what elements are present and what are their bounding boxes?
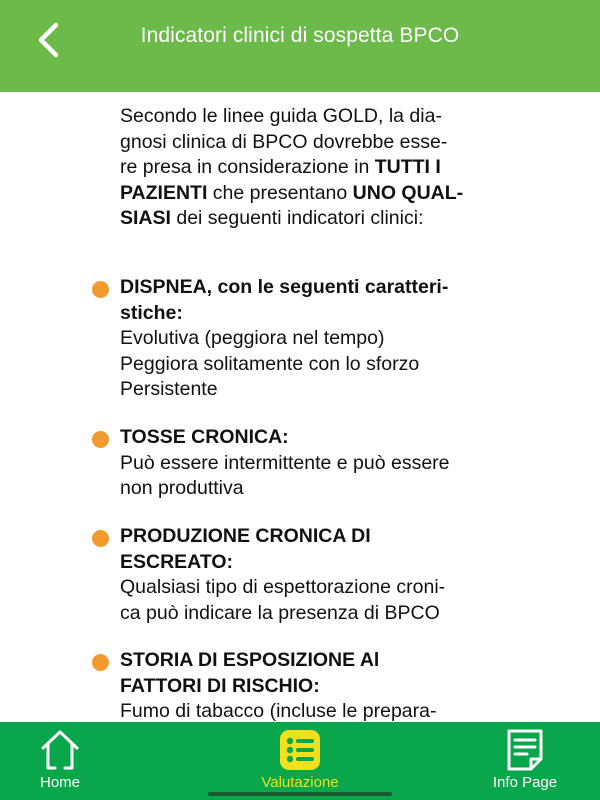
indicator-title (120, 524, 512, 575)
title-line: DISPNEA, con le seguenti caratteri- (120, 276, 449, 298)
indicator-line: Qualsiasi tipo di espettorazione croni- (120, 576, 446, 598)
content-area[interactable] (0, 92, 600, 722)
intro-line (120, 155, 480, 181)
indicator-title (120, 648, 512, 699)
intro-line (120, 181, 480, 207)
header-bar (0, 0, 600, 92)
indicator-line: Evolutiva (peggiora nel tempo) (120, 327, 385, 349)
indicator-line: non produttiva (120, 477, 244, 499)
indicator-item-tosse (92, 425, 512, 502)
list-icon (278, 728, 322, 772)
intro-emphasis: UNO QUAL- (352, 181, 464, 204)
tab-bar (0, 722, 600, 800)
title-line: ESCREATO: (120, 550, 234, 573)
bullet-icon (92, 654, 109, 671)
page-title: Indicatori clinici di sospetta BPCO (140, 24, 460, 47)
title-line: FATTORI DI RISCHIO: (120, 674, 320, 697)
title-line: STORIA DI ESPOSIZIONE Al (120, 649, 380, 671)
indicator-item-dispnea (92, 275, 512, 403)
indicator-line: Peggiora solitamente con lo sforzo (120, 352, 420, 375)
intro-text: re presa in considerazione in (120, 156, 375, 178)
tab-home[interactable] (22, 722, 98, 800)
home-icon (39, 728, 81, 772)
intro-line (120, 104, 480, 130)
bullet-icon (92, 431, 109, 448)
indicator-title (120, 275, 512, 326)
document-icon (505, 728, 545, 772)
intro-text: gnosi clinica di BPCO dovrebbe esse- (120, 130, 448, 153)
intro-emphasis: SIASI (120, 207, 171, 229)
intro-paragraph (120, 104, 480, 232)
indicator-title (120, 425, 512, 451)
title-line: PRODUZIONE CRONICA DI (120, 525, 371, 547)
intro-text: dei seguenti indicatori clinici: (170, 207, 424, 229)
bullet-icon (92, 530, 109, 547)
indicator-item-escreato (92, 524, 512, 626)
title-line: stiche: (120, 301, 183, 324)
tab-label: Home (39, 774, 80, 791)
title-line: TOSSE CRONICA: (120, 426, 289, 448)
intro-line (120, 130, 480, 156)
intro-text: Secondo le linee guida GOLD, la dia- (120, 105, 442, 127)
tab-valutazione[interactable] (250, 722, 350, 800)
indicator-line: Può essere intermittente e può essere (120, 451, 450, 474)
intro-emphasis: TUTTI I (374, 156, 441, 178)
home-indicator[interactable] (208, 792, 392, 796)
intro-emphasis: PAZIENTI (120, 181, 208, 204)
tab-label: Valutazione (261, 774, 339, 791)
tab-info-page[interactable] (480, 722, 570, 800)
intro-line (120, 206, 480, 232)
indicator-item-esposizione (92, 648, 512, 722)
indicator-line: Fumo di tabacco (incluse le prepara- (120, 700, 437, 722)
bullet-icon (92, 281, 109, 298)
intro-text: che presentano (207, 181, 353, 204)
tab-label: Info Page (492, 774, 558, 791)
indicator-line: Persistente (120, 378, 218, 400)
indicator-line: ca può indicare la presenza di BPCO (120, 601, 440, 624)
